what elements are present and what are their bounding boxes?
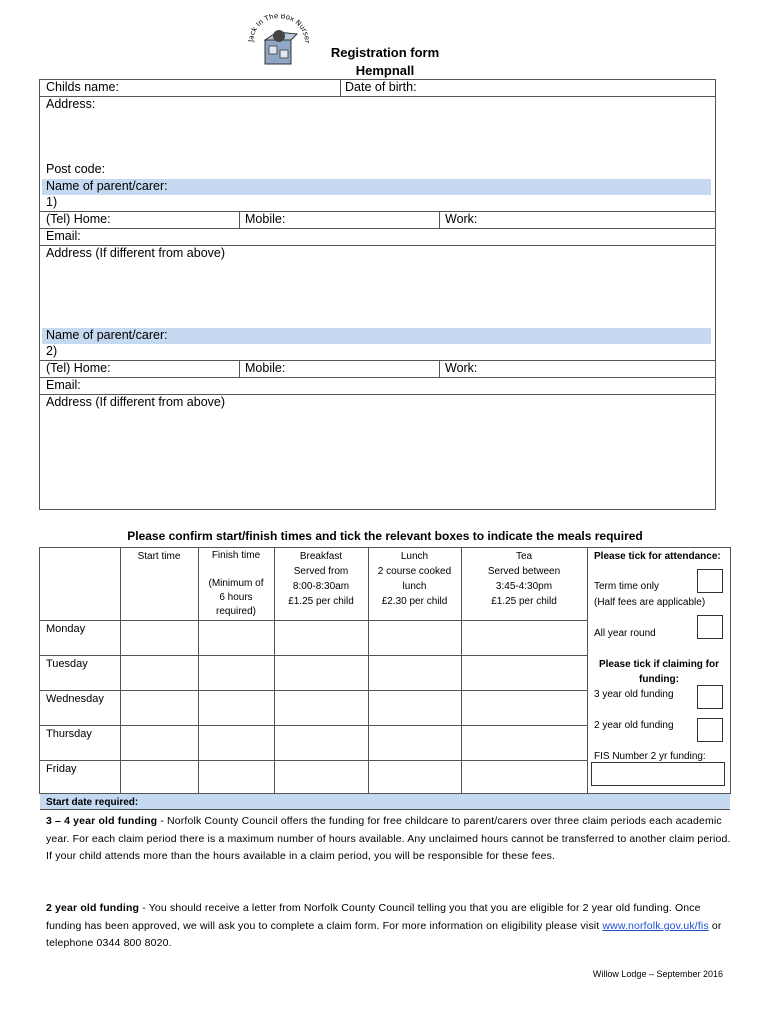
tea-header: Tea Served between 3:45-4:30pm £1.25 per child bbox=[487, 551, 561, 607]
funding-note-3-4: 3 – 4 year old funding - Norfolk County Council offers the funding for free childcare to parent/carers over three claim periods each academic year. For each claim period there is a maximum number of hours available. Any unclaimed hours cannot be transferred to another claim period. If your child attends more than the hours available in a claim period, you will be responsible for these fees. bbox=[46, 815, 731, 862]
day-monday: Monday bbox=[46, 623, 86, 635]
parent2-address-label: Address (If different from above) bbox=[46, 395, 226, 409]
norfolk-fis-link[interactable]: www.norfolk.gov.uk/fis bbox=[602, 919, 709, 932]
parent1-work-label: Work: bbox=[445, 212, 478, 226]
form-subtitle: Hempnall bbox=[355, 63, 415, 78]
parent2-mobile-label: Mobile: bbox=[245, 361, 286, 375]
parent2-number: 2) bbox=[46, 344, 58, 358]
day-friday: Friday bbox=[46, 763, 77, 775]
dob-label: Date of birth: bbox=[345, 80, 417, 94]
all-year-label: All year round bbox=[594, 628, 656, 639]
attendance-heading: Please tick for attendance: bbox=[594, 551, 721, 562]
funding-heading-2: funding: bbox=[639, 674, 679, 685]
meals-instruction: Please confirm start/finish times and tick the relevant boxes to indicate the meals required bbox=[127, 529, 643, 543]
parent1-number: 1) bbox=[46, 195, 58, 209]
start-time-header: Start time bbox=[137, 551, 181, 562]
three-year-funding-checkbox[interactable] bbox=[697, 685, 723, 709]
parent1-tel-home-label: (Tel) Home: bbox=[46, 212, 111, 226]
day-tuesday: Tuesday bbox=[46, 658, 88, 670]
footer-text: Willow Lodge – September 2016 bbox=[592, 969, 723, 979]
postcode-label: Post code: bbox=[46, 162, 106, 176]
breakfast-header: Breakfast Served from 8:00-8:30am £1.25 per child bbox=[288, 551, 354, 607]
term-time-label: Term time only bbox=[594, 581, 660, 592]
funding-note-2: 2 year old funding - You should receive a letter from Norfolk County Council telling you that you are eligible for 2 year old funding. Once funding has been approved, we will ask you to complete a claim form. For more information on eligibility please visit www.norfolk.gov.uk/fis or telephone 0344 800 8020. bbox=[46, 902, 722, 949]
parent2-tel-home-label: (Tel) Home: bbox=[46, 361, 111, 375]
two-year-funding-checkbox[interactable] bbox=[697, 718, 723, 742]
term-time-checkbox[interactable] bbox=[697, 569, 723, 593]
parent1-address-label: Address (If different from above) bbox=[46, 246, 226, 260]
form-title: Registration form bbox=[330, 45, 440, 60]
finish-time-header: Finish time (Minimum of 6 hours required) bbox=[208, 550, 264, 617]
half-fees-label: (Half fees are applicable) bbox=[594, 597, 706, 608]
parent2-email-label: Email: bbox=[46, 378, 81, 392]
lunch-header: Lunch 2 course cooked lunch £2.30 per child bbox=[377, 551, 452, 607]
day-thursday: Thursday bbox=[46, 728, 92, 740]
jack-in-the-box-icon bbox=[247, 14, 311, 70]
three-year-funding-label: 3 year old funding bbox=[594, 689, 674, 700]
childs-name-label: Childs name: bbox=[46, 80, 119, 94]
nursery-logo bbox=[247, 14, 311, 70]
parent1-heading: Name of parent/carer: bbox=[46, 179, 168, 193]
parent2-work-label: Work: bbox=[445, 361, 478, 375]
parent1-mobile-label: Mobile: bbox=[245, 212, 286, 226]
parent2-heading: Name of parent/carer: bbox=[46, 328, 168, 342]
day-wednesday: Wednesday bbox=[46, 693, 104, 705]
all-year-checkbox[interactable] bbox=[697, 615, 723, 639]
parent1-email-label: Email: bbox=[46, 229, 81, 243]
funding-heading-1: Please tick if claiming for bbox=[598, 659, 720, 670]
fis-number-field[interactable] bbox=[591, 762, 725, 786]
start-date-label: Start date required: bbox=[46, 797, 139, 808]
two-year-funding-label: 2 year old funding bbox=[594, 720, 674, 731]
start-date-bar bbox=[40, 794, 730, 810]
address-label: Address: bbox=[46, 97, 96, 111]
registration-box bbox=[39, 79, 716, 510]
fis-number-label: FIS Number 2 yr funding: bbox=[594, 751, 706, 762]
logo-text: Jack In The Box Nurser bbox=[247, 14, 311, 44]
